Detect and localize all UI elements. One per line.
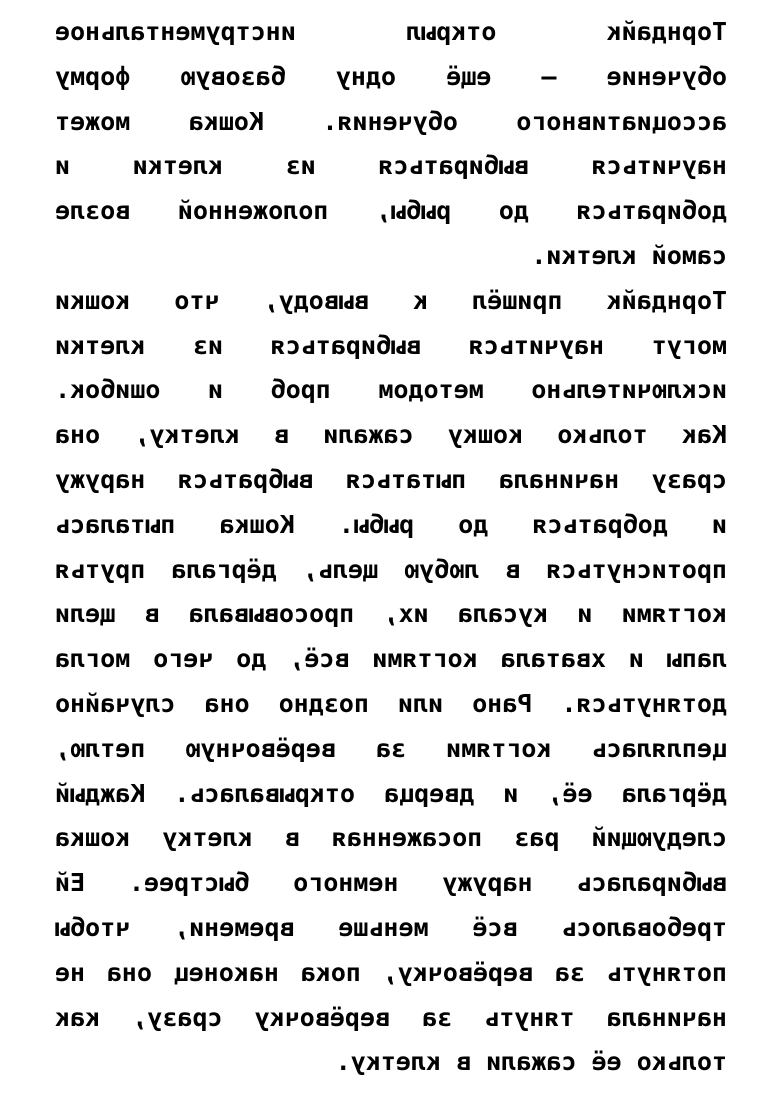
text-line: Как только кошку сажали в клетку, она (55, 420, 727, 450)
text-line: выбиралась наружу немного быстрее. Ей (55, 868, 727, 898)
text-line: самой клетки. (531, 240, 727, 270)
text-line: могут научиться выбираться из клетки (55, 330, 727, 360)
text-line: начинала тянуть за верёвочку сразу, как (55, 1002, 727, 1032)
text-line: когтями и кусала их, просовывала в щели (55, 599, 727, 629)
text-line: дотянуться. Рано или поздно она случайно (55, 688, 727, 718)
text-line: научиться выбираться из клетки и (55, 151, 727, 181)
text-line: Торндайк пришёл к выводу, что кошки (55, 285, 727, 315)
text-line: протиснуться в любую щель, дёргала прутья (55, 554, 727, 584)
text-line: добираться до рыбы, положенной возле (55, 196, 727, 226)
text-line: сразу начинала пытаться выбраться наружу (55, 464, 727, 494)
text-line: и добраться до рыбы. Кошка пыталась (55, 509, 727, 539)
text-line: потянуть за верёвочку, пока наконец она не (55, 957, 727, 987)
text-line: дёргала её, и дверца открывалась. Каждый (55, 778, 727, 808)
text-line: обучение – ещё одну базовую форму (55, 61, 727, 91)
text-line: исключительно методом проб и ошибок. (55, 375, 727, 405)
text-line: лапы и хватала когтями всё, до чего могла (55, 644, 727, 674)
text-line: только её сажали в клетку. (335, 1047, 727, 1077)
text-line: цеплялась когтями за верёвочную петлю, (55, 733, 727, 763)
text-line: следующий раз посаженная в клетку кошка (55, 823, 727, 853)
text-line: Торндайк открыл инструментальное (55, 17, 727, 46)
text-line: ассоциативного обучения. Кошка может (55, 106, 727, 136)
text-line: требовалось всё меньше времени, чтобы (55, 912, 727, 942)
mirrored-text-block (55, 10, 727, 1085)
